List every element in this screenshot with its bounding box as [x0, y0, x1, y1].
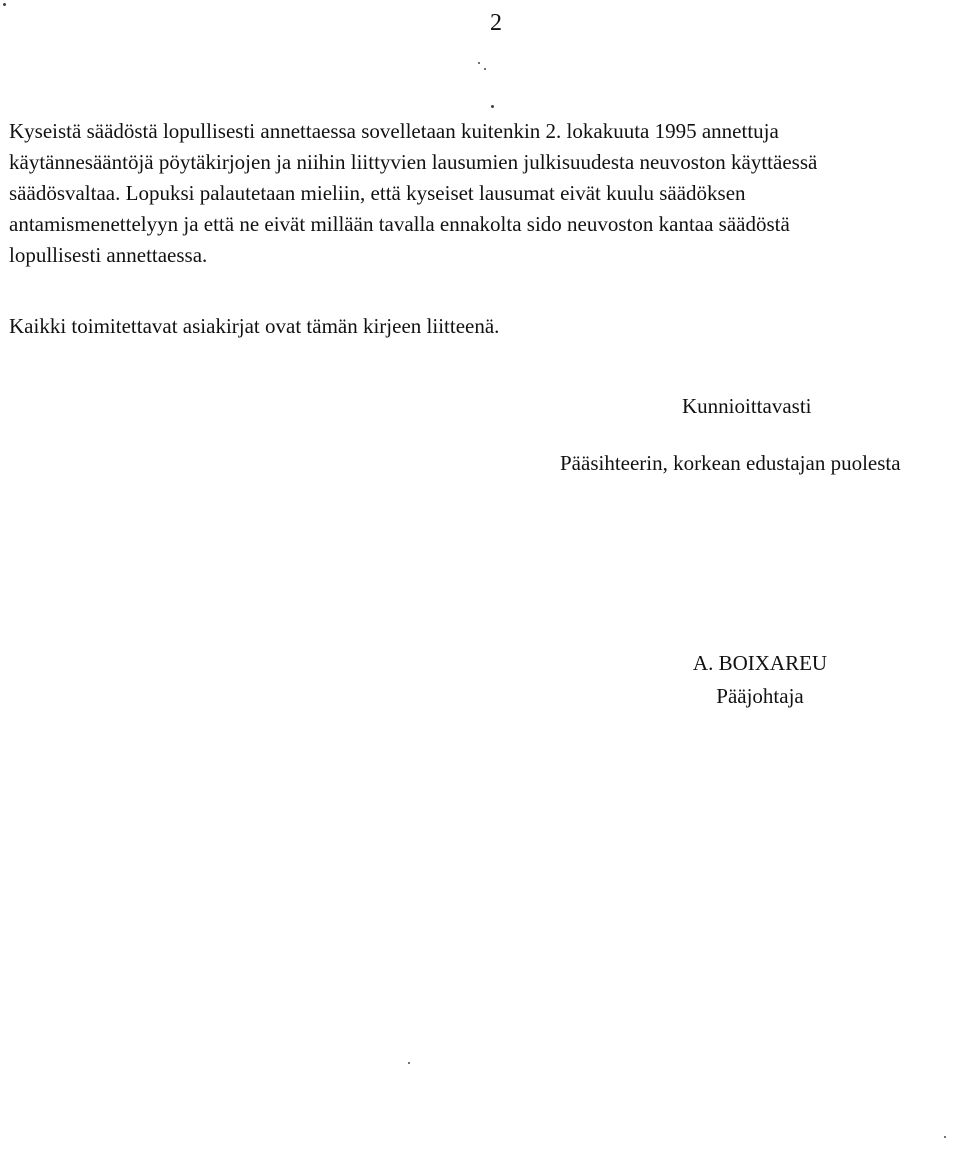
- scan-speck: [478, 62, 480, 64]
- scan-speck: [408, 1062, 410, 1064]
- signatory-name: A. BOIXAREU: [692, 651, 828, 675]
- signatory-block: [670, 647, 850, 713]
- body-paragraph-1: [9, 116, 954, 271]
- body-paragraph-2: Kaikki toimitettavat asiakirjat ovat tämän kirjeen liitteenä.: [9, 314, 500, 338]
- signatory-title: Pääjohtaja: [716, 684, 804, 708]
- scan-speck: [491, 105, 494, 108]
- closing-salutation: Kunnioittavasti: [682, 394, 812, 418]
- paragraph-line: Kyseistä säädöstä lopullisesti annettaessa sovelletaan kuitenkin 2. lokakuuta 1995 annettuja: [9, 119, 779, 143]
- paragraph-line: säädösvaltaa. Lopuksi palautetaan mieliin, että kyseiset lausumat eivät kuulu säädöksen: [9, 181, 746, 205]
- on-behalf-line: Pääsihteerin, korkean edustajan puolesta: [560, 451, 901, 475]
- paragraph-line: antamismenettelyyn ja että ne eivät millään tavalla ennakolta sido neuvoston kantaa säädöstä: [9, 212, 790, 236]
- scan-speck: [484, 68, 486, 70]
- paragraph-line: lopullisesti annettaessa.: [9, 243, 208, 267]
- paragraph-line: käytännesääntöjä pöytäkirjojen ja niihin liittyvien lausumien julkisuudesta neuvoston käyttäessä: [9, 150, 818, 174]
- page-number: 2: [490, 10, 502, 36]
- scan-speck: [944, 1136, 946, 1138]
- scan-speck: [3, 3, 6, 6]
